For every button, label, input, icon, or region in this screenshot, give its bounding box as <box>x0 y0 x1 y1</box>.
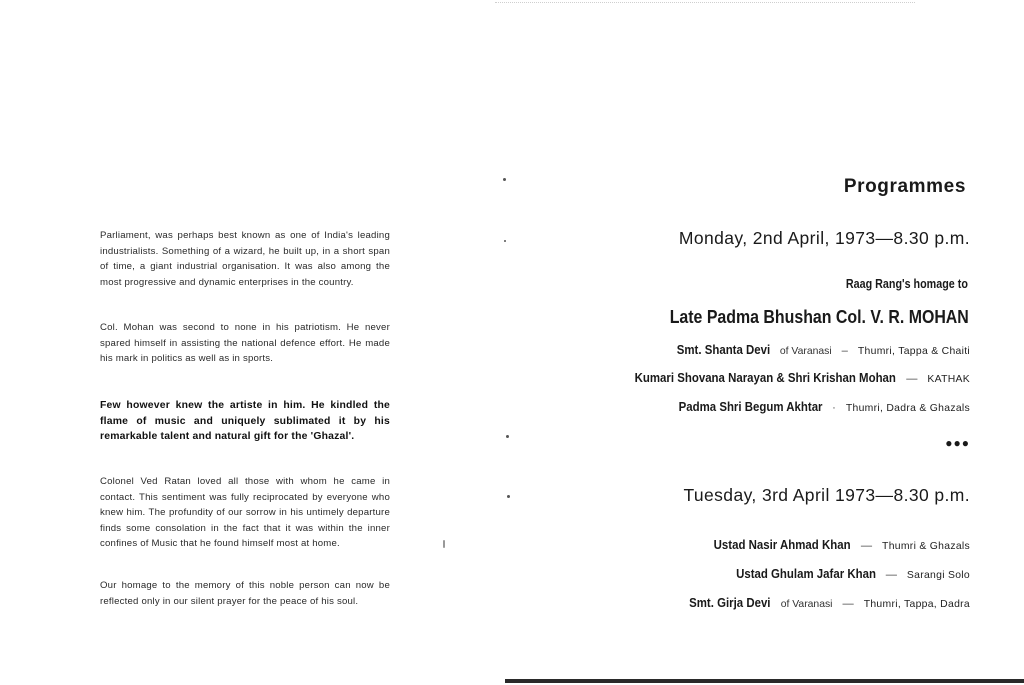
artist-name: Padma Shri Begum Akhtar <box>678 399 823 414</box>
scan-edge-shadow <box>505 679 1024 683</box>
day1-date: Monday, 2nd April, 1973—8.30 p.m. <box>678 228 970 248</box>
honoree-name: Late Padma Bhushan Col. V. R. MOHAN <box>669 306 969 327</box>
homage-line: Raag Rang's homage to <box>845 277 968 291</box>
program-row <box>659 399 970 414</box>
scan-noise <box>495 2 915 11</box>
program-row <box>599 370 970 385</box>
artist-name: Ustad Nasir Ahmad Khan <box>713 537 851 552</box>
programmes-title: Programmes <box>843 176 966 197</box>
program-row <box>664 342 970 357</box>
artist-name: Smt. Shanta Devi <box>676 342 770 357</box>
program-row <box>695 537 970 552</box>
scan-speck <box>503 178 506 181</box>
scan-speck <box>507 495 510 498</box>
genre: KATHAK <box>927 374 970 385</box>
scan-speck <box>443 540 445 548</box>
paragraph-ved-ratan: Colonel Ved Ratan loved all those with whom he came in contact. This sentiment was fully reciprocated by everyone who knew him. The profundity of our sorrow in his untimely departure finds some consolation in the fact that it was within the inner confines of Music that he found himself most at home. <box>100 476 390 549</box>
artist-origin: of Varanasi <box>779 346 832 357</box>
dash: — <box>906 373 918 385</box>
scan-speck <box>506 435 509 438</box>
paragraph-parliament: Parliament, was perhaps best known as one of India's leading industrialists. Something of a wizard, he built up, in a short span of time, a giant industrial organisation. It was also among the most progressive and dynamic enterprises in the country. <box>100 230 390 288</box>
right-page <box>505 0 1024 685</box>
dash: — <box>860 540 873 552</box>
genre: Thumri, Tappa & Chaiti <box>857 346 970 357</box>
separator-dots: ●●● <box>945 436 970 450</box>
dash: — <box>885 569 897 581</box>
artist-origin: of Varanasi <box>780 599 833 610</box>
artist-name: Smt. Girja Devi <box>689 595 771 610</box>
paragraph-homage: Our homage to the memory of this noble person can now be reflected only in our silent prayer for the peace of his soul. <box>100 580 390 607</box>
dash: · <box>832 402 836 414</box>
left-page <box>0 0 505 685</box>
program-row <box>717 566 970 581</box>
scan-speck <box>504 240 506 242</box>
genre: Thumri, Dadra & Ghazals <box>845 403 970 414</box>
program-row <box>678 595 970 610</box>
genre: Thumri & Ghazals <box>882 541 970 552</box>
day2-date: Tuesday, 3rd April 1973—8.30 p.m. <box>683 485 970 505</box>
artist-name: Ustad Ghulam Jafar Khan <box>735 566 876 581</box>
genre: Sarangi Solo <box>906 570 970 581</box>
genre: Thumri, Tappa, Dadra <box>863 599 970 610</box>
artist-name: Kumari Shovana Narayan & Shri Krishan Mohan <box>634 370 897 385</box>
paragraph-artiste: Few however knew the artiste in him. He kindled the flame of music and uniquely sublimated it by his remarkable talent and natural gift for the 'Ghazal'. <box>100 400 390 442</box>
dash: – <box>841 345 848 357</box>
dash: — <box>842 598 854 610</box>
paragraph-patriotism: Col. Mohan was second to none in his patriotism. He never spared himself in assisting the national defence effort. He made his mark in politics as well as in sports. <box>100 322 390 364</box>
